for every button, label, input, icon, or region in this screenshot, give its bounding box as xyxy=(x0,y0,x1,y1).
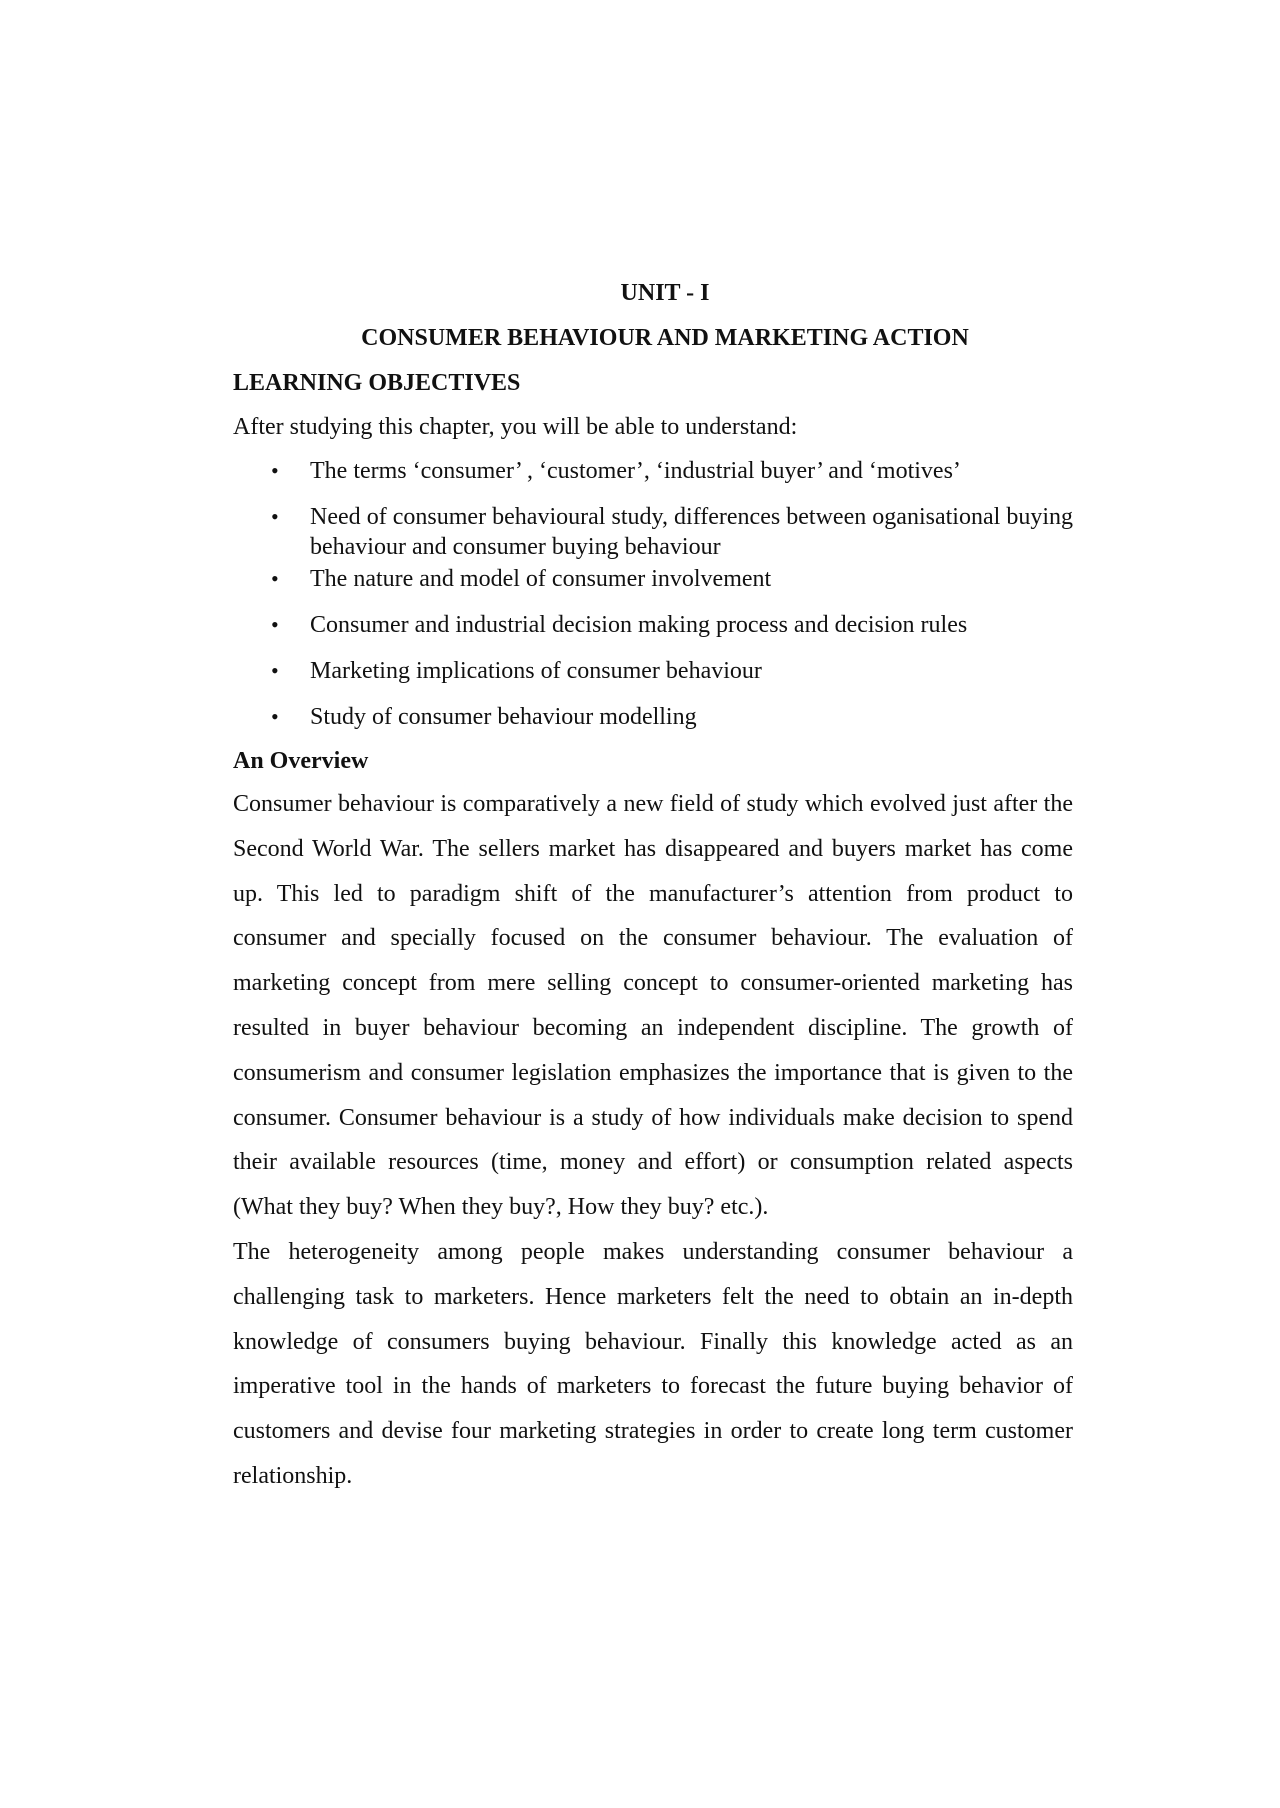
objective-item xyxy=(233,502,1073,562)
objectives-intro: After studying this chapter, you will be able to understand: xyxy=(233,414,798,440)
objective-item xyxy=(233,656,1073,686)
objective-text: The terms ‘consumer’ , ‘customer’, ‘industrial buyer’ and ‘motives’ xyxy=(310,458,961,484)
objective-text: Need of consumer behavioural study, differences between oganisational buying behaviour and consumer buying behaviour xyxy=(310,504,1073,560)
objective-text: The nature and model of consumer involvement xyxy=(310,566,772,592)
bullet-icon: • xyxy=(271,458,279,483)
objective-text: Consumer and industrial decision making process and decision rules xyxy=(310,612,968,638)
objective-text: Marketing implications of consumer behaviour xyxy=(310,658,762,684)
bullet-icon: • xyxy=(271,658,279,683)
bullet-icon: • xyxy=(271,704,279,729)
objective-item xyxy=(233,456,1073,486)
learning-objectives-heading: LEARNING OBJECTIVES xyxy=(233,370,521,396)
objective-item xyxy=(233,702,1073,732)
bullet-icon: • xyxy=(271,612,279,637)
bullet-icon: • xyxy=(271,504,279,529)
unit-heading: UNIT - I xyxy=(620,280,710,306)
overview-paragraph: The heterogeneity among people makes understanding consumer behaviour a challenging task to marketers. Hence marketers felt the need to obtain an in-depth knowledge of consumers buying behaviour. Finally this knowledge acted as an imperative tool in the hands of marketers to forecast the future buying behavior of customers and devise four marketing strategies in order to create long term customer relationship. xyxy=(233,1238,1073,1489)
bullet-icon: • xyxy=(271,566,279,591)
overview-heading: An Overview xyxy=(233,748,369,774)
overview-paragraph: Consumer behaviour is comparatively a new field of study which evolved just after the Second World War. The sellers market has disappeared and buyers market has come up. This led to paradigm shift of the manufacturer’s attention from product to consumer and specially focused on the consumer behaviour. The evaluation of marketing concept from mere selling concept to consumer-oriented marketing has resulted in buyer behaviour becoming an independent discipline. The growth of consumerism and consumer legislation emphasizes the importance that is given to the consumer. Consumer behaviour is a study of how individuals make decision to spend their available resources (time, money and effort) or consumption related aspects (What they buy? When they buy?, How they buy? etc.). xyxy=(233,791,1073,1221)
objective-text: Study of consumer behaviour modelling xyxy=(310,704,697,730)
objective-item xyxy=(233,564,1073,594)
chapter-title: CONSUMER BEHAVIOUR AND MARKETING ACTION xyxy=(361,325,969,351)
objectives-list xyxy=(233,456,1073,732)
objective-item xyxy=(233,610,1073,640)
page-content xyxy=(233,272,1073,1499)
